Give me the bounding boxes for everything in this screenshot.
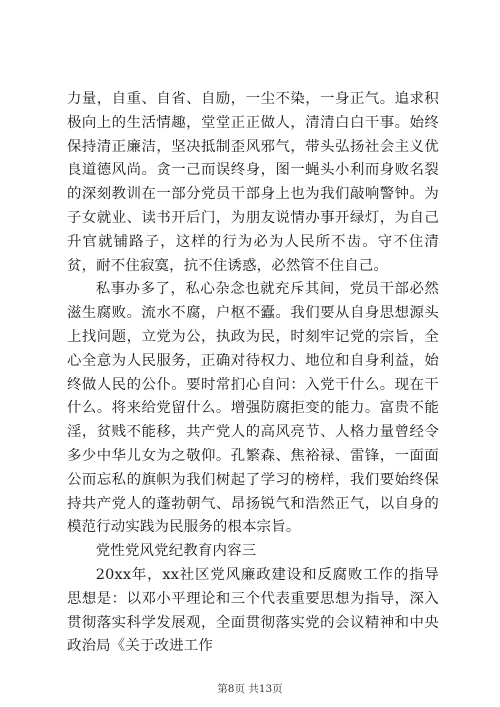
document-body xyxy=(67,88,439,659)
paragraph: 力量，自重、自省、自励，一尘不染，一身正气。追求积极向上的生活情趣，堂堂正正做人，清清白白干事。始终保持清正廉洁，坚决抵制歪风邪气，带头弘扬社会主义优良道德风尚。贪一己而误终身，图一蝇头小利而身败名裂的深刻教训在一部分党员干部身上也为我们敲响警钟。为子女就业、读书开后门，为朋友说情办事开绿灯，为自己升官就铺路子，这样的行为必为人民所不齿。守不住清贫，耐不住寂寞，抗不住诱惑，必然管不住自己。 xyxy=(67,91,439,274)
paragraph: 私事办多了，私心杂念也就充斥其间，党员干部必然滋生腐败。流水不腐，户枢不蠹。我们要从自身思想源头上找问题，立党为公，执政为民，时刻牢记党的宗旨，全心全意为人民服务，正确对待权力、地位和自身利益，始终做人民的公仆。要时常扪心自问：入党干什么。现在干什么。将来给党留什么。增强防腐拒变的能力。富贵不能淫，贫贱不能移，共产党人的高风亮节、人格力量曾经令多少中华儿女为之敬仰。孔繁森、焦裕禄、雷锋，一面面公而忘私的旗帜为我们树起了学习的榜样，我们要始终保持共产党人的蓬勃朝气、昂扬锐气和浩然正气，以自身的模范行动实践为民服务的根本宗旨。 xyxy=(67,281,439,536)
paragraph: 20xx年，xx社区党风廉政建设和反腐败工作的指导思想是：以邓小平理论和三个代表重要思想为指导，深入贯彻落实科学发展观，全面贯彻落实党的会议精神和中央政治局《关于改进工作 xyxy=(67,566,439,655)
page-number-footer: 第8页 共13页 xyxy=(217,683,283,695)
section-heading: 党性党风党纪教育内容三 xyxy=(95,543,257,560)
